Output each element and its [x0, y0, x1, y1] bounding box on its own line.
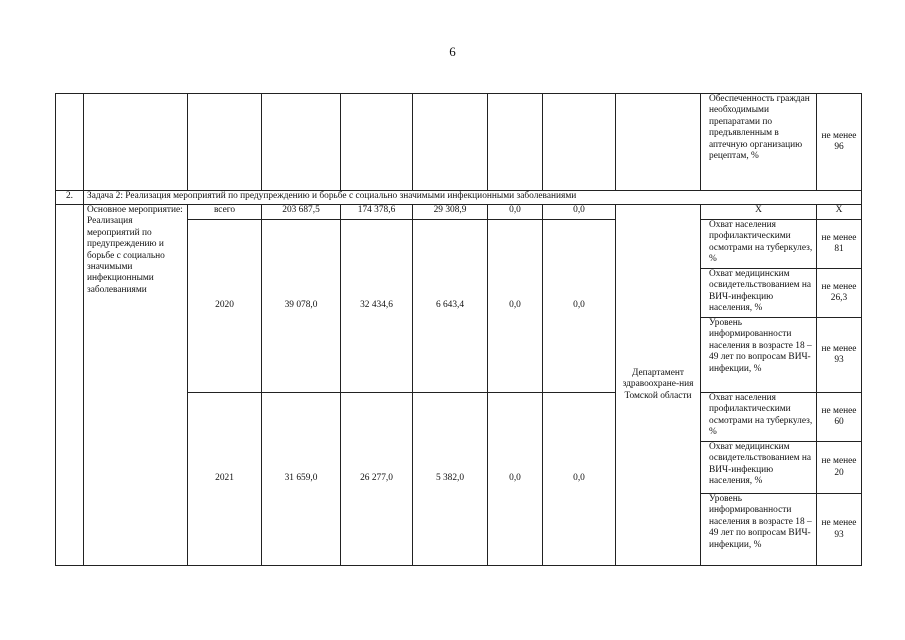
year-cell: 2021	[188, 393, 262, 566]
total-value-4: 0,0	[488, 205, 543, 220]
total-label: всего	[188, 205, 262, 220]
indicator-cell: Обеспеченность граждан необходимыми препаратами по предъявленным в аптечную организацию рецептам, %	[701, 94, 817, 191]
indicator-cell: Охват медицинским освидетельствованием на ВИЧ-инфекцию населения, %	[701, 442, 817, 494]
target-cell: не менее 60	[817, 393, 862, 442]
total-indicator: X	[701, 205, 817, 220]
year-value-5: 0,0	[543, 393, 616, 566]
year-value-1: 31 659,0	[262, 393, 341, 566]
year-value-4: 0,0	[488, 393, 543, 566]
year-value-2: 32 434,6	[341, 220, 413, 393]
year-cell: 2020	[188, 220, 262, 393]
empty-cell	[56, 94, 84, 191]
target-cell: не менее 96	[817, 94, 862, 191]
target-cell: не менее 93	[817, 494, 862, 566]
empty-cell	[488, 94, 543, 191]
year-value-1: 39 078,0	[262, 220, 341, 393]
empty-cell	[188, 94, 262, 191]
indicator-cell: Охват населения профилактическими осмотрами на туберкулез, %	[701, 220, 817, 269]
task-title: Задача 2: Реализация мероприятий по предупреждению и борьбе с социально значимыми инфекционными заболеваниями	[84, 191, 862, 205]
total-value-2: 174 378,6	[341, 205, 413, 220]
executor-cell: Департамент здравоохране-ния Томской области	[616, 205, 701, 566]
event-name: Основное мероприятие: Реализация мероприятий по предупреждению и борьбе с социально значимыми инфекционными заболеваниями	[84, 205, 188, 566]
year-value-3: 6 643,4	[413, 220, 488, 393]
empty-number-cell	[56, 205, 84, 566]
continuation-row	[56, 94, 862, 191]
year-value-3: 5 382,0	[413, 393, 488, 566]
total-row	[56, 205, 862, 220]
empty-cell	[543, 94, 616, 191]
target-cell: не менее 26,3	[817, 269, 862, 318]
total-value-5: 0,0	[543, 205, 616, 220]
indicator-cell: Охват населения профилактическими осмотрами на туберкулез, %	[701, 393, 817, 442]
empty-cell	[262, 94, 341, 191]
indicator-cell: Уровень информированности населения в возрасте 18 – 49 лет по вопросам ВИЧ-инфекции, %	[701, 494, 817, 566]
empty-cell	[616, 94, 701, 191]
program-table	[55, 93, 862, 566]
target-cell: не менее 93	[817, 318, 862, 393]
page-number: 6	[449, 44, 456, 59]
target-cell: не менее 81	[817, 220, 862, 269]
year-value-2: 26 277,0	[341, 393, 413, 566]
indicator-cell: Уровень информированности населения в возрасте 18 – 49 лет по вопросам ВИЧ-инфекции, %	[701, 318, 817, 393]
target-cell: не менее 20	[817, 442, 862, 494]
year-value-5: 0,0	[543, 220, 616, 393]
indicator-cell: Охват медицинским освидетельствованием на ВИЧ-инфекцию населения, %	[701, 269, 817, 318]
empty-cell	[341, 94, 413, 191]
empty-cell	[413, 94, 488, 191]
total-value-3: 29 308,9	[413, 205, 488, 220]
empty-cell	[84, 94, 188, 191]
total-value-1: 203 687,5	[262, 205, 341, 220]
task-number: 2.	[56, 191, 84, 205]
year-value-4: 0,0	[488, 220, 543, 393]
task-row	[56, 191, 862, 205]
total-target: X	[817, 205, 862, 220]
